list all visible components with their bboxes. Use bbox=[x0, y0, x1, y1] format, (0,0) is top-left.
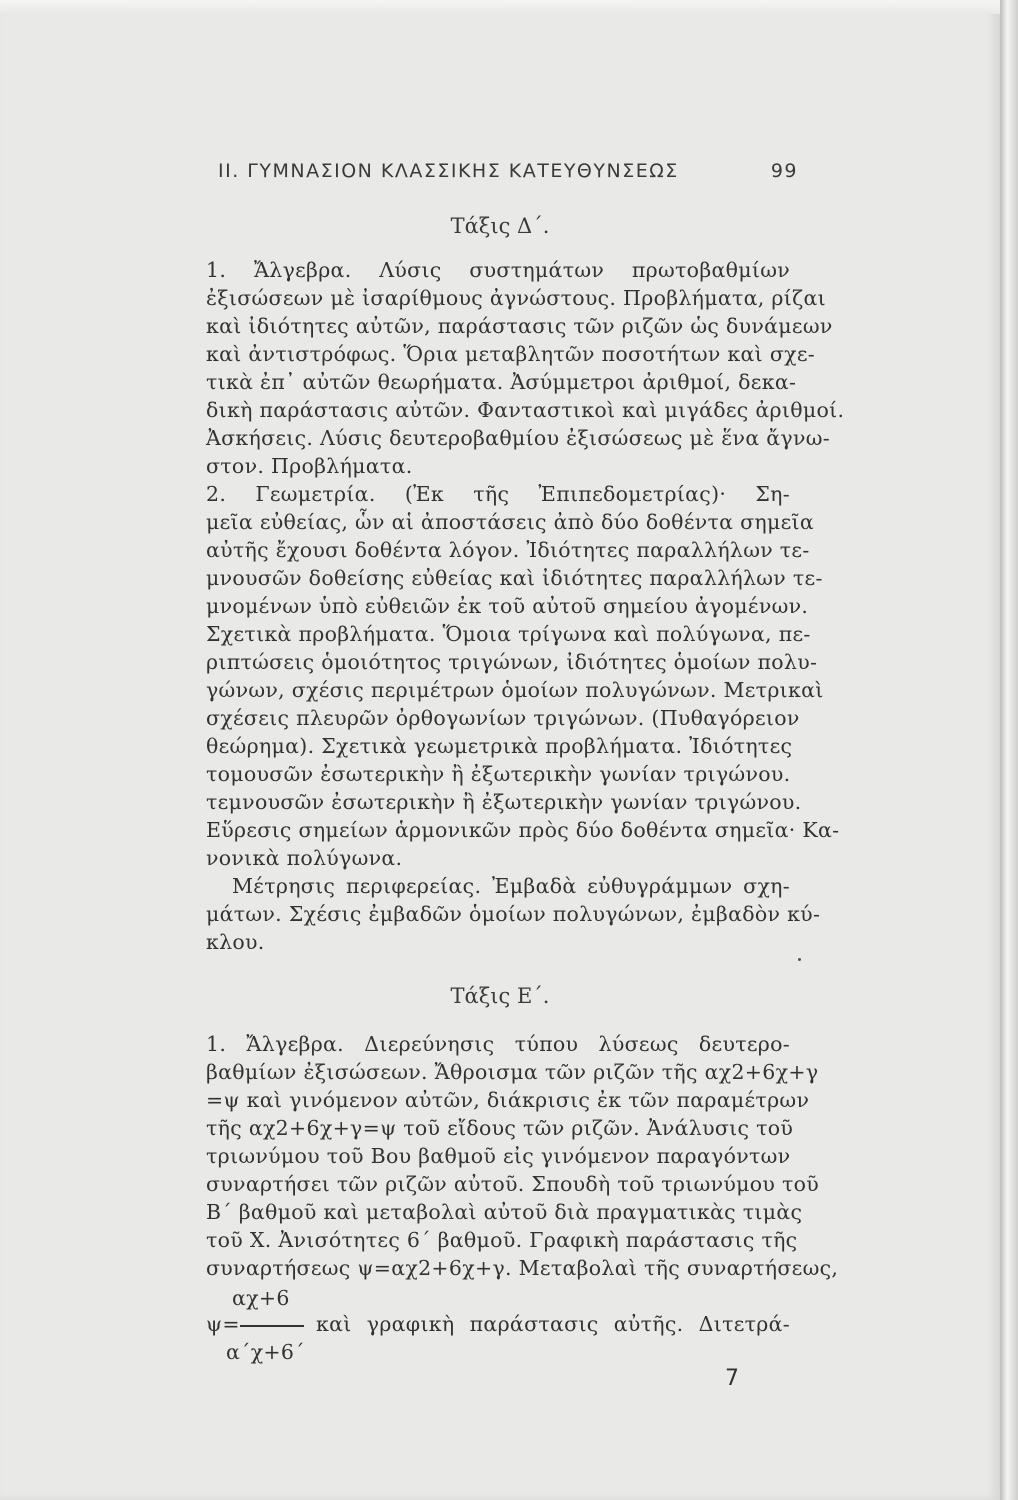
text-line: 2. Γεωμετρία. (Ἐκ τῆς Ἐπιπεδομετρίας)· Ση- bbox=[206, 482, 790, 506]
text-line: βαθμίων ἐξισώσεων. Ἄθροισμα τῶν ριζῶν τῆς αχ2+6χ+γ bbox=[206, 1060, 819, 1084]
text-line: μνουσῶν δοθείσης εὐθείας καὶ ἰδιότητες παραλλήλων τε- bbox=[206, 566, 823, 590]
text-line: τομουσῶν ἐσωτερικὴν ἢ ἐξωτερικὴν γωνίαν τριγώνου. bbox=[206, 762, 791, 786]
text-line: 1. Ἄλγεβρα. Διερεύνησις τύπου λύσεως δευτερο- bbox=[206, 1032, 790, 1056]
text-line: μάτων. Σχέσις ἐμβαδῶν ὁμοίων πολυγώνων, ἐμβαδὸν κύ- bbox=[206, 902, 821, 926]
section-d-heading: Τάξις Δ΄. bbox=[450, 214, 550, 238]
text-line: σχέσεις πλευρῶν ὀρθογωνίων τριγώνων. (Πυθαγόρειον bbox=[206, 706, 800, 730]
fraction-denominator: α΄χ+6΄ bbox=[226, 1340, 305, 1364]
text-line: μνομένων ὑπὸ εὐθειῶν ἐκ τοῦ αὐτοῦ σημείου ἀγομένων. bbox=[206, 594, 809, 618]
text-line: αὐτῆς ἔχουσι δοθέντα λόγον. Ἰδιότητες παραλλήλων τε- bbox=[206, 538, 810, 562]
fraction-rest-text: καὶ γραφικὴ παράστασις αὐτῆς. Διτετρά- bbox=[316, 1312, 790, 1336]
page-edge bbox=[1000, 0, 1018, 1500]
text-line: δικὴ παράστασις αὐτῶν. Φανταστικοὶ καὶ μιγάδες ἀριθμοί. bbox=[206, 398, 845, 422]
fraction-bar bbox=[240, 1325, 304, 1327]
text-line: τικὰ ἐπ᾽ αὐτῶν θεωρήματα. Ἀσύμμετροι ἀριθμοί, δεκα- bbox=[206, 370, 797, 394]
ink-speck bbox=[798, 958, 801, 961]
text-line: καὶ ἀντιστρόφως. Ὅρια μεταβλητῶν ποσοτήτων καὶ σχε- bbox=[206, 342, 815, 366]
text-line: θεώρημα). Σχετικὰ γεωμετρικὰ προβλήματα. Ἰδιότητες bbox=[206, 734, 793, 758]
text-line: καὶ ἰδιότητες αὐτῶν, παράστασις τῶν ριζῶν ὡς δυνάμεων bbox=[206, 314, 833, 338]
text-line: γώνων, σχέσις περιμέτρων ὁμοίων πολυγώνων. Μετρικαὶ bbox=[206, 678, 824, 702]
section-e-heading: Τάξις Ε΄. bbox=[450, 984, 550, 1008]
text-line: Β΄ βαθμοῦ καὶ μεταβολαὶ αὐτοῦ διὰ πραγματικὰς τιμὰς bbox=[206, 1200, 803, 1224]
text-line: τριωνύμου τοῦ Βου βαθμοῦ εἰς γινόμενον παραγόντων bbox=[206, 1144, 791, 1168]
text-line: =ψ καὶ γινόμενον αὐτῶν, διάκρισις ἐκ τῶν παραμέτρων bbox=[206, 1088, 810, 1112]
text-line: τῆς αχ2+6χ+γ=ψ τοῦ εἴδους τῶν ριζῶν. Ἀνάλυσις τοῦ bbox=[206, 1116, 794, 1140]
text-line: 1. Ἄλγεβρα. Λύσις συστημάτων πρωτοβαθμίων bbox=[206, 258, 790, 282]
text-line: τοῦ Χ. Ἀνισότητες 6΄ βαθμοῦ. Γραφικὴ παράστασις τῆς bbox=[206, 1228, 798, 1252]
text-line: στον. Προβλήματα. bbox=[206, 454, 413, 478]
running-head-page-number: 99 bbox=[770, 160, 798, 182]
text-line: συναρτήσει τῶν ριζῶν αὐτοῦ. Σπουδὴ τοῦ τριωνύμου τοῦ bbox=[206, 1172, 820, 1196]
fraction-numerator: αχ+6 bbox=[232, 1286, 290, 1310]
text-line: τεμνουσῶν ἐσωτερικὴν ἢ ἐξωτερικὴν γωνίαν τριγώνου. bbox=[206, 790, 802, 814]
text-line: Μέτρησις περιφερείας. Ἐμβαδὰ εὐθυγράμμων σχη- bbox=[232, 874, 790, 898]
text-line: ἐξισώσεων μὲ ἰσαρίθμους ἀγνώστους. Προβλήματα, ρίζαι bbox=[206, 286, 827, 310]
footer-page-number: 7 bbox=[725, 1366, 739, 1391]
running-head-title: II. ΓΥΜΝΑΣΙΟΝ ΚΛΑΣΣΙΚΗΣ ΚΑΤΕΥΘΥΝΣΕΩΣ bbox=[218, 160, 679, 182]
text-line: νονικὰ πολύγωνα. bbox=[206, 846, 403, 870]
text-line: Εὕρεσις σημείων ἁρμονικῶν πρὸς δύο δοθέντα σημεῖα· Κα- bbox=[206, 818, 840, 842]
text-line: μεῖα εὐθείας, ὧν αἱ ἀποστάσεις ἀπὸ δύο δοθέντα σημεῖα bbox=[206, 510, 815, 534]
text-line: Σχετικὰ προβλήματα. Ὅμοια τρίγωνα καὶ πολύγωνα, πε- bbox=[206, 622, 811, 646]
page-top-shade bbox=[0, 0, 1000, 14]
text-line: συναρτήσεως ψ=αχ2+6χ+γ. Μεταβολαὶ τῆς συναρτήσεως, bbox=[206, 1256, 839, 1280]
text-line: ριπτώσεις ὁμοιότητος τριγώνων, ἰδιότητες ὁμοίων πολυ- bbox=[206, 650, 818, 674]
fraction-lhs: ψ= bbox=[206, 1312, 240, 1336]
text-line: Ἀσκήσεις. Λύσις δευτεροβαθμίου ἐξισώσεως μὲ ἕνα ἄγνω- bbox=[206, 426, 830, 450]
text-line: κλου. bbox=[206, 930, 265, 954]
running-head bbox=[218, 160, 798, 182]
